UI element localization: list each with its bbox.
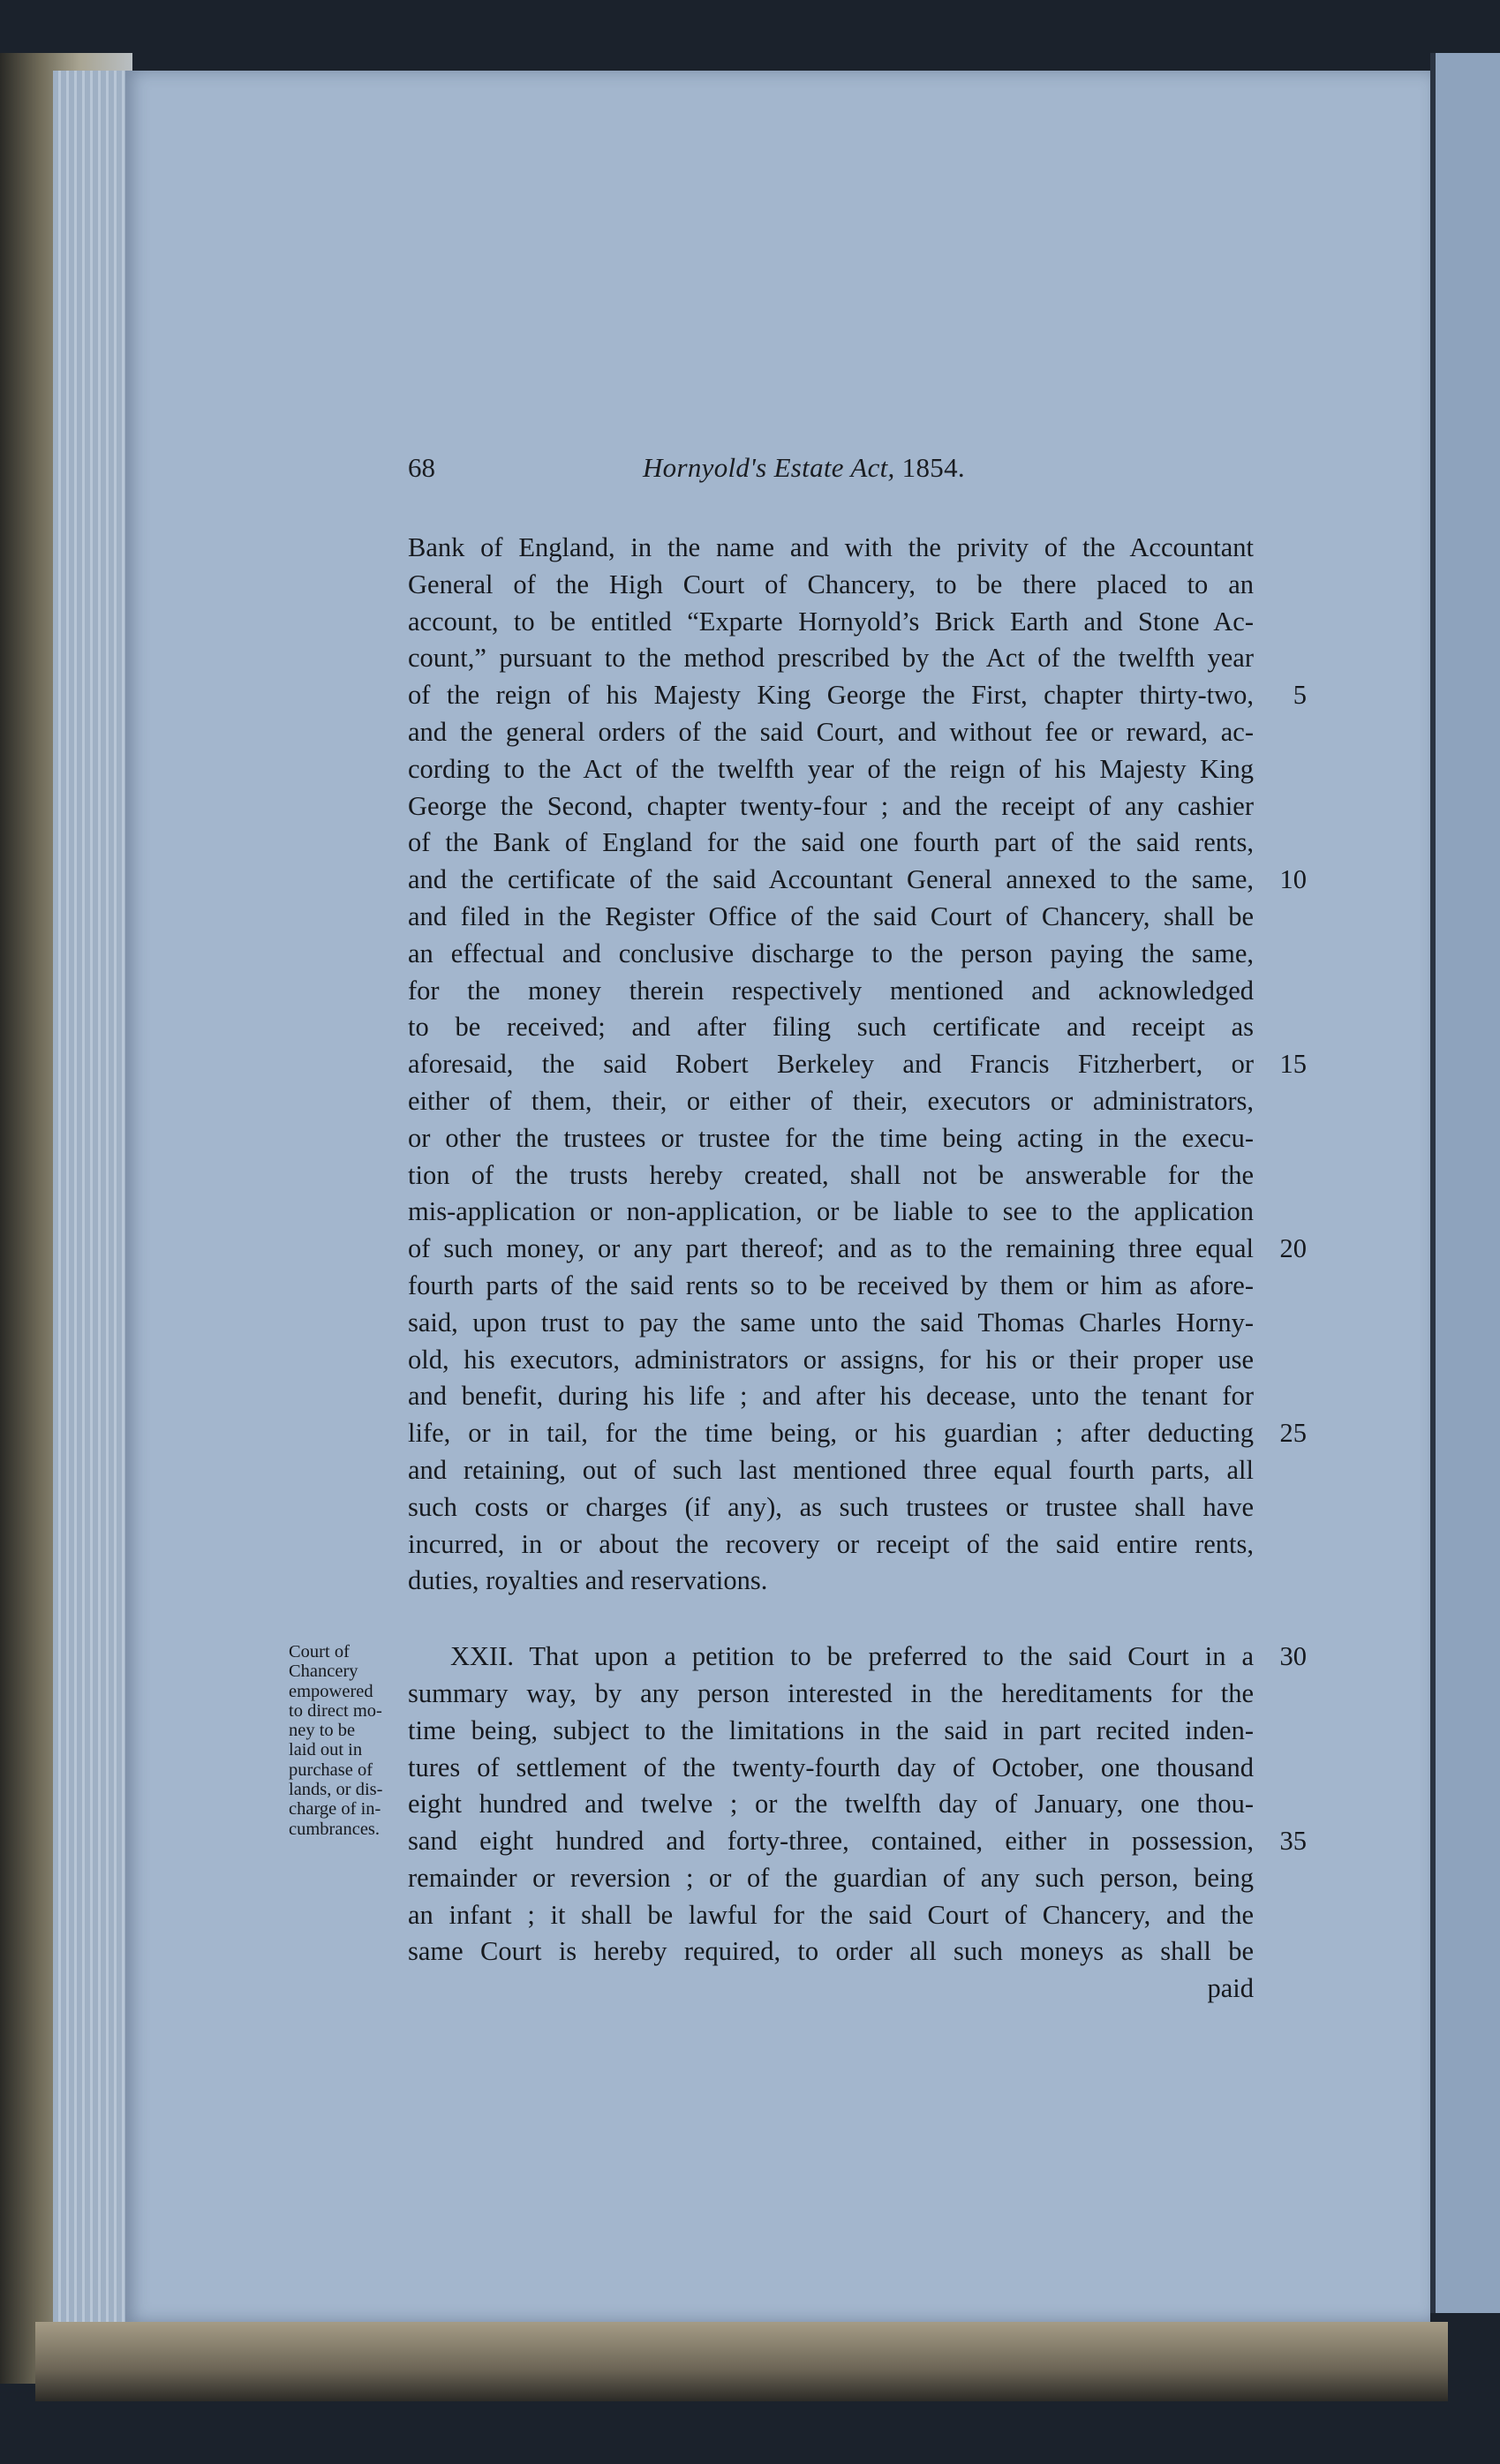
page-header bbox=[408, 452, 1255, 496]
text-line bbox=[408, 1860, 1335, 1897]
text-line bbox=[408, 714, 1335, 751]
line-number bbox=[1254, 1860, 1307, 1897]
text-line bbox=[408, 677, 1335, 714]
line-text: and benefit, during his life ; and after his decease, unto the tenant for bbox=[408, 1381, 1254, 1412]
line-number bbox=[1254, 825, 1307, 862]
line-number: 30 bbox=[1279, 1641, 1307, 1672]
body-text bbox=[408, 530, 1335, 2008]
line-text: aforesaid, the said Robert Berkeley and Francis Fitzherbert, or bbox=[408, 1049, 1254, 1080]
line-number bbox=[1254, 1009, 1307, 1046]
text-line bbox=[408, 1823, 1335, 1860]
text-line bbox=[408, 1194, 1335, 1231]
line-number bbox=[1254, 1713, 1307, 1750]
line-text: for the money therein respectively mentioned and acknowledged bbox=[408, 975, 1254, 1006]
line-number bbox=[1254, 1676, 1307, 1713]
line-number: 15 bbox=[1279, 1049, 1307, 1080]
text-line bbox=[408, 1452, 1335, 1489]
line-number bbox=[1254, 1750, 1307, 1787]
margin-note-line: to direct mo- bbox=[289, 1700, 382, 1721]
line-number bbox=[1254, 1786, 1307, 1823]
line-text: tion of the trusts hereby created, shall not be answerable for the bbox=[408, 1159, 1254, 1190]
text-line bbox=[408, 1046, 1335, 1083]
text-line bbox=[408, 1231, 1335, 1268]
line-text: and the general orders of the said Court, and without fee or reward, ac- bbox=[408, 716, 1254, 747]
line-number bbox=[1254, 1489, 1307, 1526]
margin-note-line: ney to be bbox=[289, 1721, 356, 1741]
text-line bbox=[408, 1750, 1335, 1787]
line-number bbox=[1254, 604, 1307, 641]
line-text: cording to the Act of the twelfth year of the reign of his Majesty King bbox=[408, 753, 1254, 784]
line-text: of the reign of his Majesty King George the First, chapter thirty-two, bbox=[408, 680, 1254, 711]
text-line bbox=[408, 1009, 1335, 1046]
margin-note-line: lands, or dis- bbox=[289, 1780, 383, 1800]
line-text: time being, subject to the limitations in the said in part recited inden- bbox=[408, 1714, 1254, 1745]
text-line bbox=[408, 567, 1335, 604]
line-number bbox=[1254, 1342, 1307, 1379]
text-line bbox=[408, 1786, 1335, 1823]
line-number bbox=[1254, 1452, 1307, 1489]
line-text: an infant ; it shall be lawful for the said Court of Chancery, and the bbox=[408, 1899, 1254, 1930]
running-title-year: 1854. bbox=[901, 452, 965, 483]
paragraph-gap bbox=[408, 1600, 1335, 1639]
line-number bbox=[1254, 1268, 1307, 1305]
text-line bbox=[408, 936, 1335, 973]
line-text: tures of settlement of the twenty-fourth day of October, one thousand bbox=[408, 1752, 1254, 1782]
line-text: said, upon trust to pay the same unto the said Thomas Charles Horny- bbox=[408, 1307, 1254, 1337]
margin-note bbox=[289, 1642, 412, 1839]
line-text: of such money, or any part thereof; and as to the remaining three equal bbox=[408, 1233, 1254, 1264]
line-text: life, or in tail, for the time being, or his guardian ; after deducting bbox=[408, 1418, 1254, 1449]
text-line bbox=[408, 973, 1335, 1010]
line-text: incurred, in or about the recovery or receipt of the said entire rents, bbox=[408, 1528, 1254, 1559]
line-text: to be received; and after filing such certificate and receipt as bbox=[408, 1012, 1254, 1043]
line-text: XXII. That upon a petition to be preferred to the said Court in a bbox=[450, 1641, 1254, 1672]
line-number bbox=[1254, 1083, 1307, 1120]
line-number bbox=[1254, 788, 1307, 825]
text-line bbox=[408, 1120, 1335, 1157]
line-number bbox=[1254, 751, 1307, 788]
line-text: same Court is hereby required, to order all such moneys as shall be bbox=[408, 1936, 1254, 1967]
text-line bbox=[408, 751, 1335, 788]
text-line bbox=[408, 862, 1335, 899]
line-text: eight hundred and twelve ; or the twelfth day of January, one thou- bbox=[408, 1789, 1254, 1820]
line-number bbox=[1254, 714, 1307, 751]
page-number: 68 bbox=[408, 452, 435, 483]
line-number: 10 bbox=[1279, 864, 1307, 895]
text-line bbox=[408, 530, 1335, 567]
line-number bbox=[1254, 640, 1307, 677]
text-line bbox=[408, 1897, 1335, 1934]
line-text: mis-application or non-application, or be liable to see to the application bbox=[408, 1196, 1254, 1227]
line-text: General of the High Court of Chancery, to be there placed to an bbox=[408, 569, 1254, 599]
text-line bbox=[408, 1676, 1335, 1713]
line-text: summary way, by any person interested in the hereditaments for the bbox=[408, 1677, 1254, 1708]
line-text: sand eight hundred and forty-three, contained, either in possession, bbox=[408, 1826, 1254, 1857]
running-title bbox=[643, 452, 965, 484]
line-text: such costs or charges (if any), as such trustees or trustee shall have bbox=[408, 1491, 1254, 1522]
text-line bbox=[408, 1563, 1335, 1600]
line-text: and retaining, out of such last mentioned three equal fourth parts, all bbox=[408, 1454, 1254, 1485]
text-line bbox=[408, 825, 1335, 862]
running-title-text: Hornyold's Estate Act, bbox=[643, 452, 895, 483]
line-number bbox=[1254, 1526, 1307, 1564]
margin-note-line: cumbrances. bbox=[289, 1819, 381, 1839]
text-line bbox=[408, 1526, 1335, 1564]
line-number bbox=[1254, 973, 1307, 1010]
margin-note-line: laid out in bbox=[289, 1740, 363, 1760]
text-line bbox=[408, 604, 1335, 641]
line-number bbox=[1254, 1378, 1307, 1415]
text-line bbox=[408, 1083, 1335, 1120]
line-text: duties, royalties and reservations. bbox=[408, 1565, 768, 1596]
line-text: and filed in the Register Office of the said Court of Chancery, shall be bbox=[408, 900, 1254, 931]
catchword: paid bbox=[1207, 1973, 1254, 2004]
text-line bbox=[408, 1268, 1335, 1305]
line-text: remainder or reversion ; or of the guardian of any such person, being bbox=[408, 1862, 1254, 1893]
line-number bbox=[1254, 1120, 1307, 1157]
text-line bbox=[408, 1342, 1335, 1379]
facing-page-edge bbox=[1430, 53, 1500, 2313]
text-line bbox=[408, 1713, 1335, 1750]
text-line bbox=[408, 1415, 1335, 1452]
line-number bbox=[1254, 936, 1307, 973]
text-line bbox=[408, 788, 1335, 825]
line-number: 35 bbox=[1279, 1826, 1307, 1857]
text-line bbox=[408, 1933, 1335, 1970]
text-line bbox=[408, 1378, 1335, 1415]
line-text: an effectual and conclusive discharge to the person paying the same, bbox=[408, 938, 1254, 968]
margin-note-line: empowered bbox=[289, 1681, 373, 1701]
line-number bbox=[1254, 1897, 1307, 1934]
line-number bbox=[1254, 1194, 1307, 1231]
line-text: count,” pursuant to the method prescribed by the Act of the twelfth year bbox=[408, 643, 1254, 674]
line-number: 25 bbox=[1279, 1418, 1307, 1449]
line-number bbox=[1254, 567, 1307, 604]
margin-note-line: Chancery bbox=[289, 1662, 358, 1682]
line-text: George the Second, chapter twenty-four ; and the receipt of any cashier bbox=[408, 790, 1254, 821]
line-number bbox=[1254, 899, 1307, 936]
line-text: account, to be entitled “Exparte Hornyold’s Brick Earth and Stone Ac- bbox=[408, 606, 1254, 637]
line-number: 5 bbox=[1293, 680, 1307, 711]
text-line bbox=[408, 1305, 1335, 1342]
line-number: 20 bbox=[1279, 1233, 1307, 1264]
line-text: old, his executors, administrators or assigns, for his or their proper use bbox=[408, 1344, 1254, 1375]
margin-note-line: purchase of bbox=[289, 1759, 373, 1780]
line-number bbox=[1254, 1563, 1307, 1600]
line-text: and the certificate of the said Accountant General annexed to the same, bbox=[408, 864, 1254, 895]
text-line bbox=[408, 1157, 1335, 1194]
line-text: either of them, their, or either of their, executors or administrators, bbox=[408, 1085, 1254, 1116]
text-line bbox=[408, 1489, 1335, 1526]
book-bottom-edge bbox=[35, 2322, 1448, 2401]
paragraph bbox=[408, 530, 1335, 1600]
line-number bbox=[1254, 1305, 1307, 1342]
line-text: fourth parts of the said rents so to be received by them or him as afore- bbox=[408, 1270, 1254, 1300]
line-number bbox=[1254, 1157, 1307, 1194]
line-number bbox=[1254, 530, 1307, 567]
margin-note-line: Court of bbox=[289, 1642, 350, 1662]
catchword-line bbox=[408, 1970, 1335, 2008]
paragraph bbox=[408, 1639, 1335, 1970]
line-text: of the Bank of England for the said one fourth part of the said rents, bbox=[408, 827, 1254, 858]
margin-note-line: charge of in- bbox=[289, 1799, 381, 1820]
text-line bbox=[408, 640, 1335, 677]
text-line bbox=[408, 899, 1335, 936]
line-text: Bank of England, in the name and with the privity of the Accountant bbox=[408, 532, 1254, 562]
text-line bbox=[408, 1639, 1335, 1676]
line-number bbox=[1254, 1933, 1307, 1970]
line-text: or other the trustees or trustee for the time being acting in the execu- bbox=[408, 1122, 1254, 1153]
